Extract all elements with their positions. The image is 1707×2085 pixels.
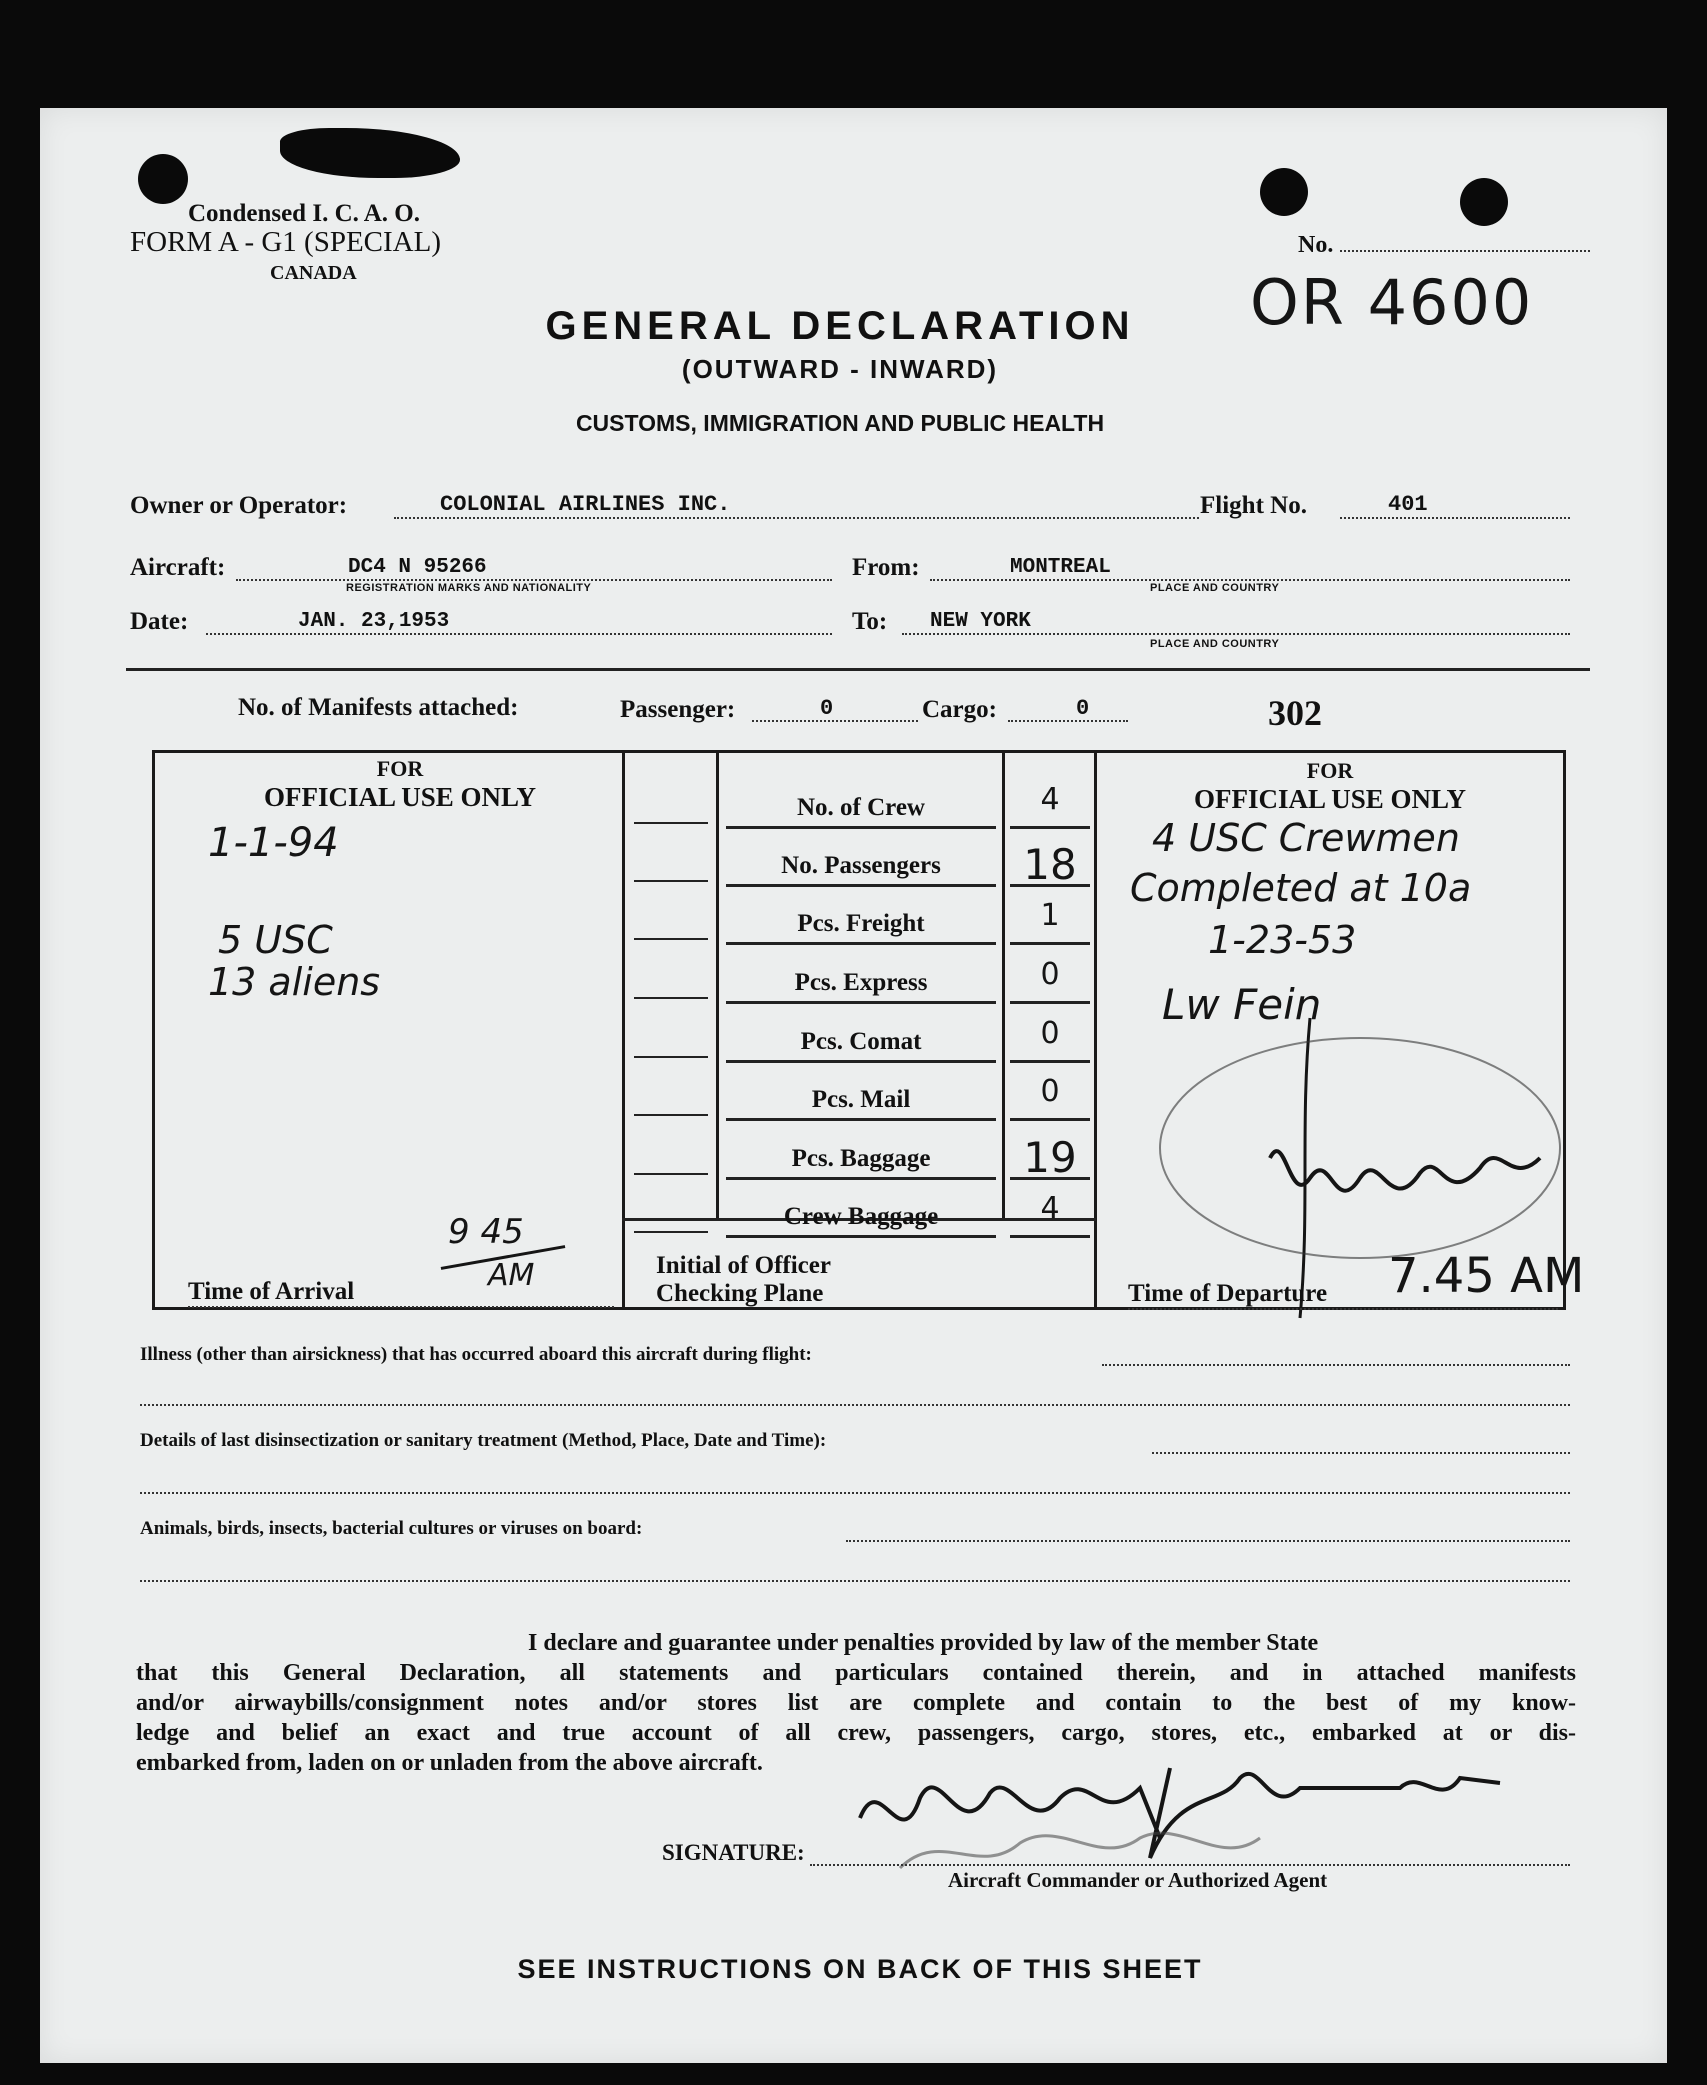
owner-label: Owner or Operator: [130,492,348,519]
manifest-stamp: 302 [1268,693,1322,733]
table-row-value-rule [1010,942,1090,945]
owner-value: COLONIAL AIRLINES INC. [440,492,731,517]
table-row-label: No. Passengers [781,852,941,879]
passenger-manifest-label: Passenger: [620,696,736,723]
table-row-value-rule [1010,1001,1090,1004]
aircraft-label: Aircraft: [130,554,226,581]
table-row-value-rule [1010,1235,1090,1238]
animals-label: Animals, birds, insects, bacterial cultures or viruses on board: [140,1518,643,1539]
page-subtitle-2: CUSTOMS, IMMIGRATION AND PUBLIC HEALTH [575,410,1105,436]
departure-label: Time of Departure [1128,1280,1328,1307]
table-row-value: 19 [1023,1133,1077,1182]
table-row-value: 0 [1040,957,1060,992]
punch-hole [1260,168,1308,216]
punch-hole [1460,178,1508,226]
animals-line [846,1540,1570,1542]
table-row-blank [634,938,708,940]
table-row-rule [726,1118,996,1121]
right-note-4: Lw Fein [1162,980,1322,1029]
commander-signature [840,1748,1600,1888]
owner-line [394,517,1210,519]
no-label: No. [1298,232,1334,258]
declaration-number: OR 4600 [1250,266,1534,339]
flight-no-value: 401 [1388,492,1428,517]
signature-line [810,1864,1570,1866]
table-row-blank [634,880,708,882]
left-note-2: 5 USC [218,918,333,962]
table-row-label: Pcs. Express [794,969,928,996]
date-value: JAN. 23,1953 [298,610,450,633]
left-heading-2: OFFICIAL USE ONLY [263,782,537,812]
date-label: Date: [130,608,189,635]
arrival-label: Time of Arrival [188,1278,355,1305]
signature-caption: Aircraft Commander or Authorized Agent [948,1868,1328,1892]
table-divider [1094,750,1097,1310]
table-row-label: No. of Crew [797,794,925,821]
to-caption: PLACE AND COUNTRY [1150,638,1280,650]
left-note-3: 13 aliens [208,960,381,1004]
declaration-line-5: embarked from, laden on or unladen from the above aircraft. [136,1750,763,1776]
table-row-label: Pcs. Mail [811,1086,911,1113]
table-row-value-rule [1010,1177,1090,1180]
right-heading-2: OFFICIAL USE ONLY [1193,784,1467,814]
torn-corner-mark [280,128,460,178]
from-caption: PLACE AND COUNTRY [1150,582,1280,594]
to-line [902,633,1570,635]
illness-line-2 [140,1404,1570,1406]
from-label: From: [852,554,920,581]
table-row-value: 0 [1040,1016,1060,1051]
to-value: NEW YORK [930,610,1031,633]
table-row-rule [726,942,996,945]
table-row-label: Crew Baggage [783,1203,939,1230]
table-row-rule [726,826,996,829]
flight-no-label: Flight No. [1200,492,1313,520]
table-row-blank [634,1114,708,1116]
table-row-value: 0 [1040,1074,1060,1109]
table-row-rule [726,884,996,887]
table-row-value: 4 [1040,782,1060,817]
right-note-1: 4 USC Crewmen [1152,816,1460,860]
right-heading-1: FOR [1306,758,1354,783]
flight-no-line [1340,517,1570,519]
declaration-line-2: that this General Declaration, all statements and particulars contained therein, and in attached manifests [136,1660,1576,1686]
declaration-line-3: and/or airwaybills/consignment notes and/or stores list are complete and contain to the best of my know- [136,1690,1576,1716]
right-note-2: Completed at 10a [1130,866,1472,910]
left-heading-1: FOR [376,756,424,781]
passenger-manifest-value: 0 [820,696,834,721]
illness-line [1102,1364,1570,1366]
page-subtitle: (OUTWARD - INWARD) [681,354,999,384]
right-note-3: 1-23-53 [1208,918,1357,962]
table-row-rule [726,1060,996,1063]
table-row-blank [634,822,708,824]
manifests-label: No. of Manifests attached: [238,694,519,721]
table-row-value: 1 [1040,898,1060,933]
disinsect-label: Details of last disinsectization or sanitary treatment (Method, Place, Date and Time): [140,1430,827,1451]
footer-instructions: SEE INSTRUCTIONS ON BACK OF THIS SHEET [517,1954,1203,1984]
departure-value: 7.45 AM [1388,1248,1585,1304]
cargo-manifest-line [1008,720,1128,722]
table-row-rule [726,1001,996,1004]
table-row-value: 18 [1023,840,1077,889]
aircraft-caption: REGISTRATION MARKS AND NATIONALITY [346,582,592,594]
divider [126,668,1590,671]
form-line3: CANADA [270,262,357,284]
table-divider [716,750,719,1220]
no-line [1340,250,1590,252]
table-divider [622,750,625,1310]
form-line2: FORM A - G1 (SPECIAL) [130,226,441,258]
table-row-label: Pcs. Comat [800,1028,922,1055]
cargo-manifest-label: Cargo: [922,696,997,723]
passenger-manifest-line [752,720,918,722]
aircraft-line [236,579,832,581]
form-line1: Condensed I. C. A. O. [188,200,420,227]
illness-label: Illness (other than airsickness) that has occurred aboard this aircraft during flight: [140,1344,812,1365]
punch-hole [138,154,188,204]
table-row-blank [634,1231,708,1233]
table-row-rule [726,1235,996,1238]
arrival-line [188,1306,614,1308]
officer-label-1: Initial of Officer [656,1252,831,1279]
declaration-line-4: ledge and belief an exact and true account of all crew, passengers, cargo, stores, etc., embarked at or dis- [136,1720,1576,1746]
aircraft-value: DC4 N 95266 [348,556,487,579]
table-row-label: Pcs. Baggage [791,1145,931,1172]
officer-label-2: Checking Plane [656,1280,824,1307]
table-row-value: 4 [1040,1191,1060,1226]
date-line [206,633,832,635]
table-row-blank [634,1173,708,1175]
table-row-value-rule [1010,884,1090,887]
arrival-time-bottom: AM [488,1258,535,1293]
to-label: To: [852,608,888,635]
table-row-value-rule [1010,1060,1090,1063]
disinsect-line-2 [140,1492,1570,1494]
from-value: MONTREAL [1010,556,1111,579]
departure-line [1128,1308,1558,1310]
form-sheet [40,108,1667,2063]
table-row-value-rule [1010,826,1090,829]
left-note-1: 1-1-94 [208,820,339,866]
declaration-line-1: I declare and guarantee under penalties provided by law of the member State [528,1630,1319,1656]
table-row-label: Pcs. Freight [797,910,925,937]
table-row-blank [634,997,708,999]
disinsect-line [1152,1452,1570,1454]
signature-label: SIGNATURE: [662,1840,805,1865]
from-line [930,579,1570,581]
animals-line-2 [140,1580,1570,1582]
cargo-manifest-value: 0 [1076,696,1090,721]
table-row-rule [726,1177,996,1180]
table-divider [1002,750,1005,1220]
page-title: GENERAL DECLARATION [545,304,1135,348]
arrival-time-top: 9 45 [448,1212,524,1252]
table-row-value-rule [1010,1118,1090,1121]
table-row-blank [634,1056,708,1058]
